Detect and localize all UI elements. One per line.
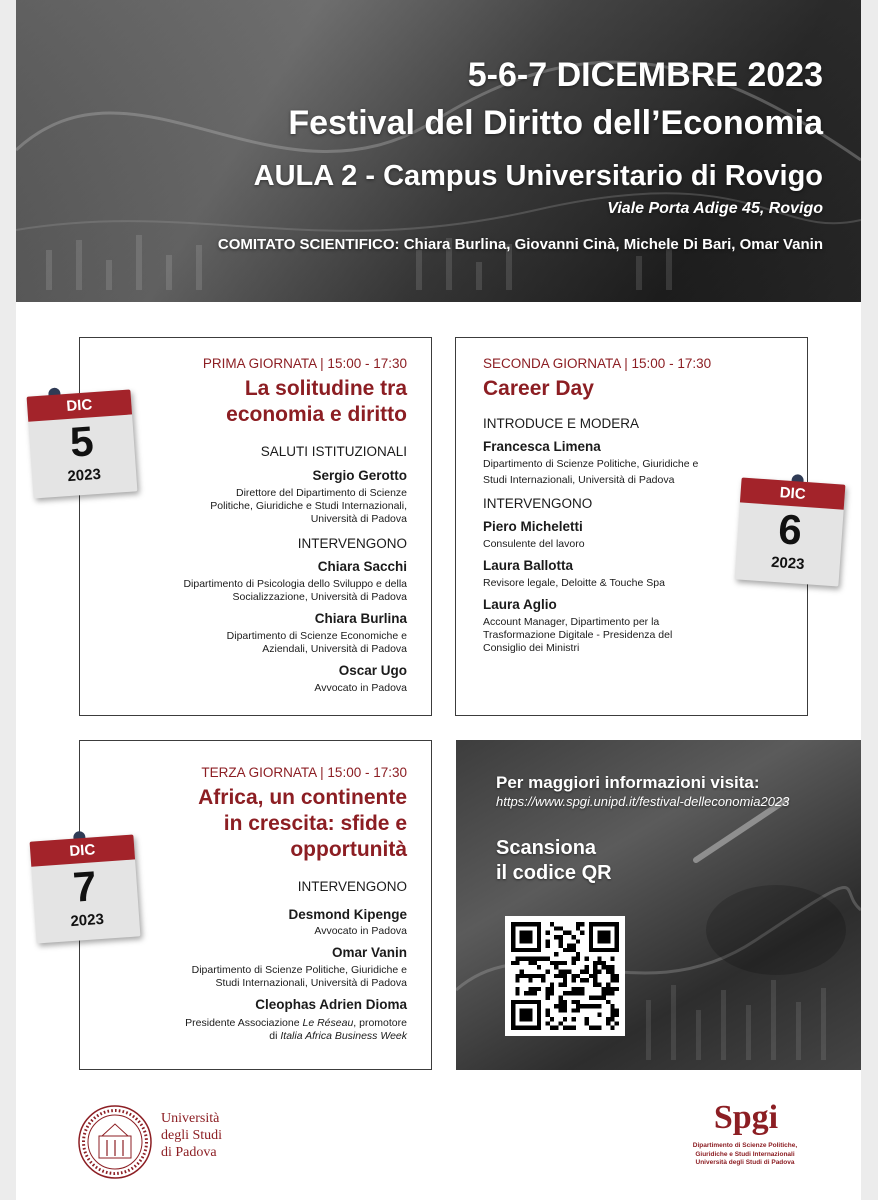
qr-module	[584, 1004, 588, 1008]
qr-module	[571, 961, 575, 965]
qr-module	[576, 957, 580, 961]
calendar-month: DIC	[68, 841, 96, 860]
event-title: Festival del Diritto dell’Economia	[288, 104, 823, 142]
speaker-role: Dipartimento di Scienze Economiche e	[226, 630, 407, 642]
qr-module	[610, 978, 614, 982]
qr-module	[593, 995, 597, 999]
qr-module	[546, 970, 550, 974]
qr-module	[550, 987, 554, 991]
qr-module	[597, 957, 601, 961]
qr-module	[528, 987, 532, 991]
qr-module	[541, 978, 545, 982]
day3-title-line3: opportunità	[290, 838, 407, 861]
university-seal-logo	[77, 1104, 153, 1180]
qr-module	[515, 957, 519, 961]
qr-module	[610, 1008, 614, 1012]
qr-module	[610, 1026, 614, 1030]
qr-module	[511, 961, 515, 965]
qr-module	[533, 987, 537, 991]
speaker-role: Consiglio dei Ministri	[483, 642, 580, 654]
qr-module	[571, 974, 575, 978]
speaker-name: Chiara Burlina	[314, 611, 407, 626]
day2-title: Career Day	[483, 377, 594, 400]
qr-module	[610, 987, 614, 991]
qr-module	[606, 1021, 610, 1025]
qr-module	[563, 978, 567, 982]
qr-module	[597, 1004, 601, 1008]
qr-module	[515, 991, 519, 995]
qr-module	[571, 1017, 575, 1021]
qr-module	[559, 926, 563, 930]
speaker-role: Università di Padova	[310, 513, 407, 525]
qr-module	[546, 957, 550, 961]
day3-section-intervengono: INTERVENGONO	[297, 879, 407, 894]
qr-module	[554, 965, 558, 969]
qr-module	[593, 1026, 597, 1030]
qr-module	[528, 957, 532, 961]
role-italic: Italia Africa Business Week	[280, 1030, 407, 1042]
info-url-link[interactable]: https://www.spgi.unipd.it/festival-delleconomia2023	[496, 794, 790, 809]
day1-section-intervengono: INTERVENGONO	[297, 536, 407, 551]
day1-title-line2: economia e diritto	[226, 403, 407, 426]
spgi-department-name	[675, 1142, 815, 1168]
qr-module	[589, 1004, 593, 1008]
qr-module	[597, 1026, 601, 1030]
qr-module	[559, 1021, 563, 1025]
speaker-name: Piero Micheletti	[483, 519, 583, 534]
qr-module	[554, 1026, 558, 1030]
qr-module	[593, 1004, 597, 1008]
qr-module	[593, 961, 597, 965]
qr-module	[537, 965, 541, 969]
qr-module	[563, 1026, 567, 1030]
qr-module	[533, 974, 537, 978]
qr-module	[559, 935, 563, 939]
qr-module	[567, 944, 571, 948]
speaker-name: Cleophas Adrien Dioma	[255, 997, 407, 1012]
qr-module	[589, 1026, 593, 1030]
event-address: Viale Porta Adige 45, Rovigo	[607, 200, 823, 217]
qr-module	[541, 957, 545, 961]
spgi-logo	[696, 1096, 796, 1138]
qr-module	[571, 1026, 575, 1030]
qr-module	[571, 935, 575, 939]
speaker-name: Chiara Sacchi	[317, 559, 407, 574]
qr-module	[559, 1000, 563, 1004]
qr-module	[559, 995, 563, 999]
qr-module	[554, 926, 558, 930]
day3-title-line2: in crescita: sfide e	[223, 812, 407, 835]
spgi-line: Giuridiche e Studi Internazionali	[695, 1150, 795, 1158]
qr-module	[597, 982, 601, 986]
speaker-role	[185, 1017, 407, 1031]
qr-module	[554, 974, 558, 978]
qr-module	[584, 1021, 588, 1025]
qr-module	[559, 939, 563, 943]
qr-module	[571, 948, 575, 952]
qr-module	[589, 974, 593, 978]
qr-module	[606, 1000, 610, 1004]
qr-module	[610, 974, 614, 978]
day2-section-modera: INTRODUCE E MODERA	[483, 416, 640, 431]
qr-module	[580, 987, 584, 991]
qr-module	[571, 957, 575, 961]
event-venue: AULA 2 - Campus Universitario di Rovigo	[253, 160, 823, 192]
qr-module	[537, 987, 541, 991]
speaker-role: Studi Internazionali, Università di Padova	[215, 977, 407, 989]
qr-module	[550, 961, 554, 965]
scan-text-line2: il codice QR	[496, 862, 612, 884]
qr-module	[520, 931, 533, 944]
qr-code[interactable]	[505, 916, 625, 1036]
speaker-role: Consulente del lavoro	[483, 538, 585, 550]
qr-module	[584, 957, 588, 961]
qr-module	[528, 978, 532, 982]
speaker-role: Trasformazione Digitale - Presidenza del	[483, 629, 673, 641]
qr-module	[515, 978, 519, 982]
qr-module	[546, 944, 550, 948]
speaker-name: Laura Ballotta	[483, 558, 574, 573]
qr-module	[515, 974, 519, 978]
qr-module	[520, 974, 524, 978]
qr-module	[576, 952, 580, 956]
qr-module	[563, 1008, 567, 1012]
calendar-month: DIC	[779, 484, 807, 503]
qr-module	[602, 991, 606, 995]
university-name-line: di Padova	[161, 1145, 217, 1160]
university-name-line: degli Studi	[161, 1128, 223, 1143]
qr-module	[571, 987, 575, 991]
header-background-image	[16, 0, 861, 302]
qr-module	[563, 948, 567, 952]
qr-module	[576, 1000, 580, 1004]
qr-module	[563, 1017, 567, 1021]
qr-module	[520, 1008, 533, 1021]
qr-module	[537, 974, 541, 978]
qr-module	[576, 1008, 580, 1012]
qr-module	[576, 926, 580, 930]
qr-module	[559, 1004, 563, 1008]
qr-module	[597, 931, 610, 944]
qr-module	[550, 1017, 554, 1021]
qr-module	[563, 1000, 567, 1004]
day3-title-line1: Africa, un continente	[198, 786, 407, 809]
qr-code-image	[511, 922, 619, 1030]
speaker-role: Account Manager, Dipartimento per la	[483, 616, 660, 628]
speaker-name: Sergio Gerotto	[312, 468, 407, 483]
speaker-name: Omar Vanin	[331, 945, 407, 960]
qr-module	[546, 931, 550, 935]
qr-module	[524, 991, 528, 995]
qr-module	[528, 961, 532, 965]
university-name-line: Università	[161, 1111, 220, 1126]
calendar-day: 7	[71, 862, 99, 911]
speaker-role: Politiche, Giuridiche e Studi Internazionali,	[210, 500, 407, 512]
speaker-name: Desmond Kipenge	[288, 907, 407, 922]
qr-module	[563, 970, 567, 974]
qr-module	[615, 974, 619, 978]
qr-module	[559, 970, 563, 974]
speaker-name: Laura Aglio	[483, 597, 557, 612]
qr-module	[571, 1000, 575, 1004]
speaker-role: Avvocato in Padova	[314, 925, 407, 937]
role-text: , promotore	[353, 1017, 407, 1029]
qr-module	[533, 991, 537, 995]
qr-module	[546, 1021, 550, 1025]
qr-module	[602, 995, 606, 999]
header-banner	[16, 0, 861, 302]
day1-panel	[79, 337, 432, 716]
qr-module	[533, 961, 537, 965]
qr-module	[554, 1004, 558, 1008]
qr-module	[593, 978, 597, 982]
qr-module	[567, 991, 571, 995]
scan-text-line1: Scansiona	[496, 837, 597, 859]
day3-kicker: TERZA GIORNATA | 15:00 - 17:30	[201, 765, 407, 780]
role-text: Presidente Associazione	[185, 1017, 303, 1029]
qr-module	[615, 1008, 619, 1012]
qr-module	[576, 974, 580, 978]
qr-module	[520, 957, 524, 961]
spgi-line: Università degli Studi di Padova	[695, 1159, 795, 1166]
qr-module	[546, 995, 550, 999]
speaker-role	[269, 1030, 407, 1044]
speaker-name: Oscar Ugo	[338, 663, 407, 678]
day2-section-intervengono: INTERVENGONO	[483, 496, 593, 511]
qr-module	[550, 991, 554, 995]
qr-module	[528, 974, 532, 978]
qr-module	[580, 991, 584, 995]
speaker-role: Dipartimento di Psicologia dello Sviluppo e della	[183, 578, 407, 590]
qr-module	[584, 965, 588, 969]
qr-module	[567, 948, 571, 952]
qr-module	[524, 974, 528, 978]
qr-module	[593, 982, 597, 986]
qr-module	[606, 965, 610, 969]
qr-module	[559, 1008, 563, 1012]
qr-module	[610, 970, 614, 974]
svg-text:Spgi: Spgi	[713, 1099, 779, 1136]
calendar-day2	[735, 477, 846, 586]
calendar-year: 2023	[69, 910, 105, 931]
qr-module	[559, 982, 563, 986]
event-dates: 5-6-7 DICEMBRE 2023	[467, 56, 823, 94]
qr-module	[533, 957, 537, 961]
qr-module	[602, 965, 606, 969]
speaker-role: Aziendali, Università di Padova	[262, 643, 407, 655]
qr-module	[571, 1008, 575, 1012]
info-panel	[456, 740, 861, 1070]
qr-module	[610, 957, 614, 961]
qr-module	[593, 974, 597, 978]
qr-module	[606, 987, 610, 991]
qr-module	[584, 1017, 588, 1021]
speaker-name: Francesca Limena	[483, 439, 601, 454]
qr-module	[567, 970, 571, 974]
calendar-day1	[27, 389, 138, 498]
qr-module	[524, 957, 528, 961]
speaker-role: Socializzazione, Università di Padova	[232, 591, 407, 603]
role-italic: Le Réseau	[302, 1017, 354, 1029]
qr-module	[576, 922, 580, 926]
day1-section-saluti: SALUTI ISTITUZIONALI	[260, 444, 407, 459]
calendar-day: 6	[776, 505, 804, 554]
calendar-day3	[30, 834, 141, 943]
qr-module	[550, 1026, 554, 1030]
qr-module	[563, 931, 567, 935]
qr-module	[593, 970, 597, 974]
qr-module	[597, 961, 601, 965]
qr-module	[550, 922, 554, 926]
qr-module	[602, 961, 606, 965]
qr-module	[546, 987, 550, 991]
qr-module	[580, 970, 584, 974]
qr-module	[615, 978, 619, 982]
university-name	[161, 1110, 222, 1161]
qr-module	[515, 987, 519, 991]
qr-module	[580, 978, 584, 982]
qr-module	[528, 991, 532, 995]
calendar-month: DIC	[65, 396, 93, 415]
qr-module	[520, 970, 524, 974]
qr-module	[597, 995, 601, 999]
qr-module	[559, 961, 563, 965]
qr-module	[571, 944, 575, 948]
qr-module	[554, 961, 558, 965]
qr-module	[550, 982, 554, 986]
qr-module	[563, 974, 567, 978]
qr-module	[597, 970, 601, 974]
qr-module	[610, 991, 614, 995]
qr-module	[559, 974, 563, 978]
qr-module	[576, 991, 580, 995]
qr-module	[606, 970, 610, 974]
qr-module	[584, 970, 588, 974]
qr-module	[606, 982, 610, 986]
day2-kicker: SECONDA GIORNATA | 15:00 - 17:30	[483, 356, 712, 371]
qr-module	[554, 952, 558, 956]
qr-module	[571, 991, 575, 995]
qr-module	[610, 1017, 614, 1021]
role-text: di	[269, 1030, 281, 1042]
qr-module	[563, 991, 567, 995]
day1-kicker: PRIMA GIORNATA | 15:00 - 17:30	[202, 356, 407, 371]
qr-module	[580, 922, 584, 926]
speaker-role: Studi Internazionali, Università di Padova	[483, 474, 675, 486]
qr-module	[563, 982, 567, 986]
calendar-year: 2023	[66, 465, 102, 486]
calendar-day: 5	[68, 417, 96, 466]
qr-module	[606, 991, 610, 995]
qr-module	[546, 939, 550, 943]
qr-module	[584, 978, 588, 982]
qr-module	[554, 935, 558, 939]
qr-module	[597, 1013, 601, 1017]
speaker-role: Dipartimento di Scienze Politiche, Giuridiche e	[191, 964, 407, 976]
qr-module	[610, 1004, 614, 1008]
qr-module	[606, 1017, 610, 1021]
qr-module	[546, 1008, 550, 1012]
info-heading: Per maggiori informazioni visita:	[496, 773, 760, 792]
speaker-role: Dipartimento di Scienze Politiche, Giuridiche e	[483, 458, 699, 470]
qr-module	[567, 931, 571, 935]
poster	[16, 0, 861, 1200]
scientific-committee: COMITATO SCIENTIFICO: Chiara Burlina, Giovanni Cinà, Michele Di Bari, Omar Vanin	[217, 236, 823, 253]
speaker-role: Revisore legale, Deloitte & Touche Spa	[483, 577, 665, 589]
qr-module	[576, 1004, 580, 1008]
day1-title-line1: La solitudine tra	[244, 377, 407, 400]
qr-module	[610, 1013, 614, 1017]
qr-module	[559, 944, 563, 948]
qr-module	[563, 1004, 567, 1008]
qr-module	[541, 974, 545, 978]
speaker-role: Direttore del Dipartimento di Scienze	[236, 487, 407, 499]
qr-module	[537, 957, 541, 961]
qr-module	[546, 1013, 550, 1017]
qr-module	[567, 1026, 571, 1030]
qr-module	[589, 995, 593, 999]
speaker-role: Avvocato in Padova	[314, 682, 407, 694]
qr-module	[546, 991, 550, 995]
qr-module	[615, 1013, 619, 1017]
qr-module	[610, 965, 614, 969]
qr-module	[576, 987, 580, 991]
qr-module	[615, 987, 619, 991]
qr-module	[571, 978, 575, 982]
qr-module	[593, 965, 597, 969]
qr-module	[515, 961, 519, 965]
qr-module	[576, 939, 580, 943]
calendar-year: 2023	[770, 553, 806, 574]
qr-module	[580, 1004, 584, 1008]
qr-module	[615, 1021, 619, 1025]
qr-module	[602, 987, 606, 991]
qr-module	[563, 961, 567, 965]
qr-module	[580, 931, 584, 935]
spgi-line: Dipartimento di Scienze Politiche,	[692, 1142, 798, 1149]
